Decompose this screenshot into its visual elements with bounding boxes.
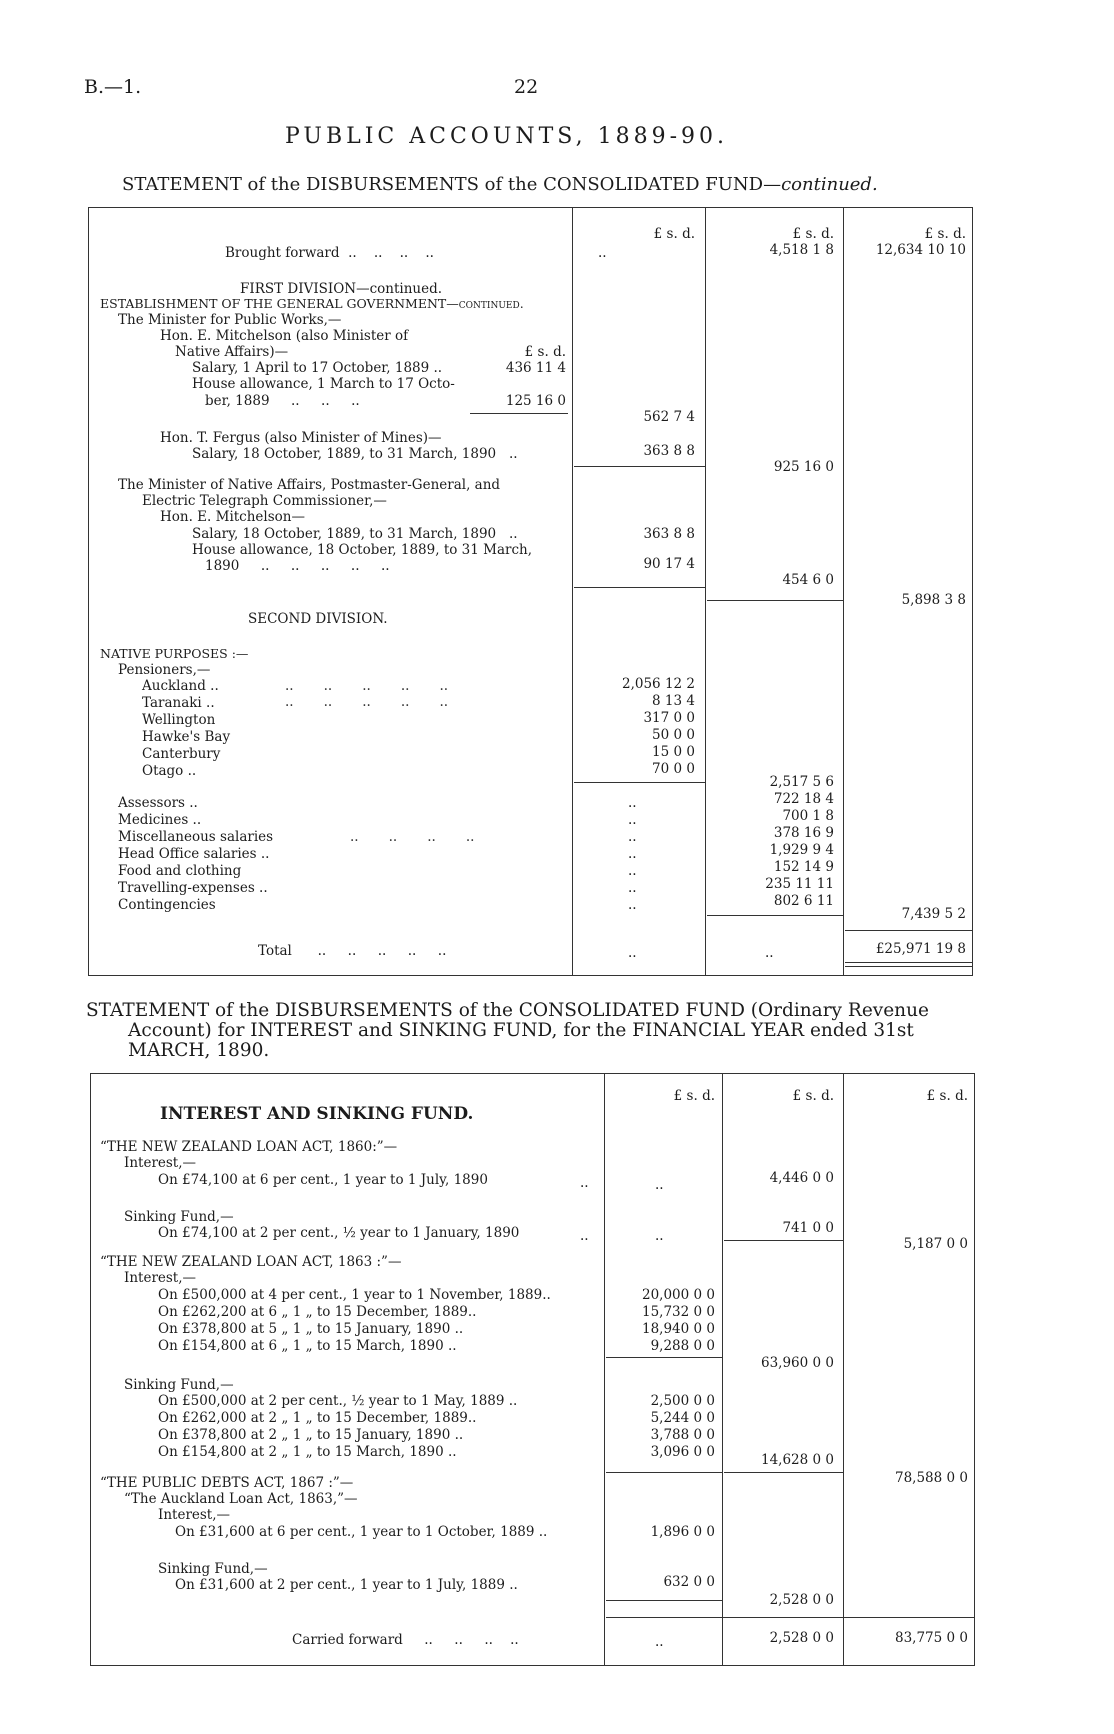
auckland-loan-act: “The Auckland Loan Act, 1863,”— bbox=[124, 1491, 358, 1507]
interest-1863-rule bbox=[606, 1357, 722, 1358]
leader: .. bbox=[580, 1228, 589, 1244]
native-minister-rule bbox=[574, 587, 705, 588]
pensioner-label: Canterbury bbox=[142, 746, 221, 762]
brought-forward-col3: 12,634 10 10 bbox=[875, 242, 966, 258]
document-reference: B.—1. bbox=[84, 76, 142, 98]
act-1860-total: 5,187 0 0 bbox=[903, 1236, 968, 1252]
native-minister-total: 454 6 0 bbox=[782, 572, 834, 588]
table2-col-divider-2 bbox=[722, 1073, 723, 1665]
mitchelson-line-2: Native Affairs)— bbox=[175, 344, 289, 360]
interest-1860-value: 4,446 0 0 bbox=[769, 1170, 834, 1186]
act-1867-total: 2,528 0 0 bbox=[769, 1592, 834, 1608]
table2-col1-header: £ s. d. bbox=[673, 1088, 715, 1104]
sinking-1863-label: On £500,000 at 2 per cent., ½ year to 1 May, 1889 .. bbox=[158, 1393, 518, 1409]
salary-1-value: 436 11 4 bbox=[505, 360, 566, 376]
other-value: 152 14 9 bbox=[773, 859, 834, 875]
inner-subtotal-rule bbox=[470, 413, 568, 414]
fergus-line-1: Hon. T. Fergus (also Minister of Mines)— bbox=[160, 430, 442, 446]
table2-col-divider-3 bbox=[843, 1073, 844, 1665]
interest-1867-heading: Interest,— bbox=[158, 1507, 231, 1523]
interest-1863-label: On £262,200 at 6 „ 1 „ to 15 December, 1889.. bbox=[158, 1304, 477, 1320]
leader: .. bbox=[580, 1175, 589, 1191]
interest-1863-value: 9,288 0 0 bbox=[650, 1338, 715, 1354]
statement1-title bbox=[122, 174, 878, 195]
sinking-1860-value: 741 0 0 bbox=[782, 1220, 834, 1236]
second-division-total: 7,439 5 2 bbox=[901, 906, 966, 922]
inner-col-header: £ s. d. bbox=[524, 344, 566, 360]
house-1-value: 125 16 0 bbox=[505, 393, 566, 409]
table2-left-border bbox=[90, 1073, 91, 1665]
brought-forward-label: Brought forward .. .. .. .. bbox=[225, 245, 434, 261]
carried-forward-col3: 83,775 0 0 bbox=[895, 1630, 968, 1646]
first-division-rule bbox=[707, 600, 843, 601]
brought-forward-col2: 4,518 1 8 bbox=[769, 242, 834, 258]
statement2-line-1: STATEMENT of the DISBURSEMENTS of the CONSOLIDATED FUND (Ordinary Revenue bbox=[86, 1000, 929, 1021]
house-1-label-b: ber, 1889 .. .. .. bbox=[205, 393, 360, 409]
other-col1: .. bbox=[628, 795, 637, 811]
house-1-label-b-text: ber, 1889 bbox=[205, 393, 270, 409]
dot-leaders: .. .. .. .. bbox=[350, 829, 475, 845]
interest-1867-label: On £31,600 at 6 per cent., 1 year to 1 October, 1889 .. bbox=[175, 1524, 548, 1540]
other-label: Food and clothing bbox=[118, 863, 242, 879]
dot-leaders: .. .. .. .. .. .. .. .. .. .. bbox=[285, 678, 449, 710]
pensioner-label: Taranaki .. bbox=[142, 695, 215, 711]
other-col1: .. bbox=[628, 897, 637, 913]
native-minister-line-3: Hon. E. Mitchelson— bbox=[160, 509, 305, 525]
other-value: 722 18 4 bbox=[773, 791, 834, 807]
sinking-1860-col1: .. bbox=[655, 1228, 664, 1244]
table1-col-divider-1 bbox=[572, 207, 573, 975]
table1-top-rule bbox=[88, 207, 973, 208]
interest-1860-heading: Interest,— bbox=[124, 1155, 197, 1171]
interest-1863-label: On £378,800 at 5 „ 1 „ to 15 January, 1890 .. bbox=[158, 1321, 464, 1337]
pensioners-rule bbox=[574, 782, 705, 783]
total-col2: .. bbox=[765, 945, 774, 961]
interest-1860-label: On £74,100 at 6 per cent., 1 year to 1 July, 1890 bbox=[158, 1172, 488, 1188]
first-division-total: 5,898 3 8 bbox=[901, 592, 966, 608]
carried-forward-text: Carried forward bbox=[292, 1632, 403, 1648]
mitchelson-subtotal: 562 7 4 bbox=[643, 409, 695, 425]
sinking-1863-label: On £262,000 at 2 „ 1 „ to 15 December, 1889.. bbox=[158, 1410, 477, 1426]
table2-bottom-rule bbox=[90, 1665, 975, 1666]
brought-forward-col1: .. bbox=[598, 245, 607, 261]
grand-total-rule bbox=[845, 930, 972, 931]
pensioners-total: 2,517 5 6 bbox=[769, 774, 834, 790]
native-purposes-heading: NATIVE PURPOSES :— bbox=[100, 646, 249, 661]
pensioner-label: Wellington bbox=[142, 712, 216, 728]
carried-forward-label: Carried forward .. .. .. .. bbox=[292, 1632, 519, 1648]
pensioner-value: 2,056 12 2 bbox=[622, 676, 695, 692]
sinking-1863-label: On £154,800 at 2 „ 1 „ to 15 March, 1890 .. bbox=[158, 1444, 457, 1460]
act-1867-rule bbox=[606, 1600, 722, 1601]
other-col1: .. bbox=[628, 863, 637, 879]
native-minister-line-2: Electric Telegraph Commissioner,— bbox=[142, 493, 387, 509]
interest-1863-label: On £154,800 at 6 „ 1 „ to 15 March, 1890 .. bbox=[158, 1338, 457, 1354]
table1-left-border bbox=[88, 207, 89, 975]
statement2-line-3: MARCH, 1890. bbox=[128, 1040, 270, 1061]
act-1860-heading: “THE NEW ZEALAND LOAN ACT, 1860:”— bbox=[100, 1139, 398, 1155]
house-2-value: 90 17 4 bbox=[643, 556, 695, 572]
establishment-heading: ESTABLISHMENT OF THE GENERAL GOVERNMENT—continued. bbox=[100, 296, 524, 311]
public-works-total: 925 16 0 bbox=[773, 459, 834, 475]
house-2-label-b: 1890 .. .. .. .. .. bbox=[205, 558, 390, 574]
minister-public-works: The Minister for Public Works,— bbox=[118, 312, 342, 328]
pensioner-value: 8 13 4 bbox=[652, 693, 695, 709]
other-col1: .. bbox=[628, 829, 637, 845]
carried-forward-rule bbox=[606, 1617, 974, 1618]
page-title: PUBLIC ACCOUNTS, 1889-90. bbox=[285, 124, 728, 149]
total-label-text: Total bbox=[258, 943, 292, 959]
sinking-1863-value: 3,096 0 0 bbox=[650, 1444, 715, 1460]
sinking-1867-label: On £31,600 at 2 per cent., 1 year to 1 July, 1889 .. bbox=[175, 1577, 518, 1593]
sinking-1863-value: 3,788 0 0 bbox=[650, 1427, 715, 1443]
table1-col3-header: £ s. d. bbox=[924, 226, 966, 242]
salary-2-value: 363 8 8 bbox=[643, 526, 695, 542]
other-col1: .. bbox=[628, 846, 637, 862]
interest-1863-value: 18,940 0 0 bbox=[642, 1321, 715, 1337]
other-value: 700 1 8 bbox=[782, 808, 834, 824]
table1-right-border bbox=[972, 207, 973, 975]
sinking-1867-value: 632 0 0 bbox=[663, 1574, 715, 1590]
house-1-label-a: House allowance, 1 March to 17 Octo- bbox=[192, 376, 455, 392]
act-1867-heading: “THE PUBLIC DEBTS ACT, 1867 :”— bbox=[100, 1475, 354, 1491]
sinking-1863-total: 14,628 0 0 bbox=[761, 1452, 834, 1468]
salary-2-label-text: Salary, 18 October, 1889, to 31 March, 1890 bbox=[192, 526, 497, 542]
interest-1860-col1: .. bbox=[655, 1177, 664, 1193]
house-2-label-a: House allowance, 18 October, 1889, to 31 March, bbox=[192, 542, 533, 558]
double-rule-1 bbox=[845, 962, 972, 963]
interest-1863-value: 20,000 0 0 bbox=[642, 1287, 715, 1303]
table1-col1-header: £ s. d. bbox=[653, 226, 695, 242]
act-1863-heading: “THE NEW ZEALAND LOAN ACT, 1863 :”— bbox=[100, 1254, 402, 1270]
second-division-rule bbox=[707, 915, 843, 916]
table1-col2-header: £ s. d. bbox=[792, 226, 834, 242]
table2-heading: INTEREST AND SINKING FUND. bbox=[160, 1104, 474, 1124]
house-2-label-b-text: 1890 bbox=[205, 558, 240, 574]
pensioner-label: Hawke's Bay bbox=[142, 729, 231, 745]
statement1-title-text: STATEMENT of the DISBURSEMENTS of the CONSOLIDATED FUND— bbox=[122, 174, 782, 195]
carried-forward-col1: .. bbox=[655, 1634, 664, 1650]
pensioner-value: 50 0 0 bbox=[652, 727, 695, 743]
act-1863-rule bbox=[724, 1472, 843, 1473]
table2-col-divider-1 bbox=[604, 1073, 605, 1665]
pensioner-value: 15 0 0 bbox=[652, 744, 695, 760]
sinking-1863-value: 5,244 0 0 bbox=[650, 1410, 715, 1426]
act-1860-rule bbox=[724, 1240, 843, 1241]
carried-forward-col2: 2,528 0 0 bbox=[769, 1630, 834, 1646]
pensioner-value: 317 0 0 bbox=[643, 710, 695, 726]
first-division-heading: FIRST DIVISION—continued. bbox=[240, 281, 443, 297]
fergus-value: 363 8 8 bbox=[643, 443, 695, 459]
public-works-rule bbox=[574, 466, 705, 467]
sinking-1860-heading: Sinking Fund,— bbox=[124, 1209, 234, 1225]
pensioner-label: Auckland .. bbox=[142, 678, 219, 694]
total-label: Total .. .. .. .. .. bbox=[258, 943, 447, 959]
interest-1863-heading: Interest,— bbox=[124, 1270, 197, 1286]
other-label: Travelling-expenses .. bbox=[118, 880, 268, 896]
sinking-1867-heading: Sinking Fund,— bbox=[158, 1561, 268, 1577]
sinking-1863-value: 2,500 0 0 bbox=[650, 1393, 715, 1409]
table1-col-divider-3 bbox=[843, 207, 844, 975]
mitchelson-line-1: Hon. E. Mitchelson (also Minister of bbox=[160, 328, 409, 344]
double-rule-2 bbox=[845, 966, 972, 967]
table2-col2-header: £ s. d. bbox=[792, 1088, 834, 1104]
interest-1863-total: 63,960 0 0 bbox=[761, 1355, 834, 1371]
page-number: 22 bbox=[514, 76, 539, 98]
native-minister-line-1: The Minister of Native Affairs, Postmaster-General, and bbox=[118, 477, 501, 493]
salary-2-label: Salary, 18 October, 1889, to 31 March, 1890 .. bbox=[192, 526, 518, 542]
interest-1863-label: On £500,000 at 4 per cent., 1 year to 1 November, 1889.. bbox=[158, 1287, 551, 1303]
second-division-heading: SECOND DIVISION. bbox=[248, 611, 388, 627]
other-col1: .. bbox=[628, 880, 637, 896]
pensioners-heading: Pensioners,— bbox=[118, 662, 211, 678]
table1-bottom-rule bbox=[88, 975, 973, 976]
sinking-1860-label: On £74,100 at 2 per cent., ½ year to 1 January, 1890 bbox=[158, 1225, 520, 1241]
table1-col-divider-2 bbox=[705, 207, 706, 975]
sinking-1863-label: On £378,800 at 2 „ 1 „ to 15 January, 1890 .. bbox=[158, 1427, 464, 1443]
interest-1863-value: 15,732 0 0 bbox=[642, 1304, 715, 1320]
other-label: Miscellaneous salaries bbox=[118, 829, 274, 845]
other-label: Head Office salaries .. bbox=[118, 846, 270, 862]
table2-col3-header: £ s. d. bbox=[926, 1088, 968, 1104]
brought-forward-text: Brought forward bbox=[225, 245, 340, 261]
other-value: 378 16 9 bbox=[773, 825, 834, 841]
fergus-line-2-text: Salary, 18 October, 1889, to 31 March, 1890 bbox=[192, 446, 497, 462]
salary-1-label: Salary, 1 April to 17 October, 1889 .. bbox=[192, 360, 443, 376]
pensioner-label: Otago .. bbox=[142, 763, 197, 779]
pensioner-value: 70 0 0 bbox=[652, 761, 695, 777]
sinking-1863-heading: Sinking Fund,— bbox=[124, 1377, 234, 1393]
other-value: 802 6 11 bbox=[773, 893, 834, 909]
other-col1: .. bbox=[628, 812, 637, 828]
other-label: Assessors .. bbox=[118, 795, 198, 811]
statement1-title-suffix: continued. bbox=[781, 174, 878, 195]
sinking-1863-rule bbox=[606, 1472, 722, 1473]
other-value: 235 11 11 bbox=[765, 876, 834, 892]
other-label: Medicines .. bbox=[118, 812, 202, 828]
table2-right-border bbox=[974, 1073, 975, 1665]
act-1863-total: 78,588 0 0 bbox=[895, 1470, 968, 1486]
interest-1867-value: 1,896 0 0 bbox=[650, 1524, 715, 1540]
other-label: Contingencies bbox=[118, 897, 216, 913]
fergus-line-2: Salary, 18 October, 1889, to 31 March, 1890 .. bbox=[192, 446, 518, 462]
statement2-line-2: Account) for INTEREST and SINKING FUND, for the FINANCIAL YEAR ended 31st bbox=[128, 1020, 914, 1041]
other-value: 1,929 9 4 bbox=[769, 842, 834, 858]
total-col1: .. bbox=[628, 945, 637, 961]
grand-total: £25,971 19 8 bbox=[875, 941, 966, 957]
